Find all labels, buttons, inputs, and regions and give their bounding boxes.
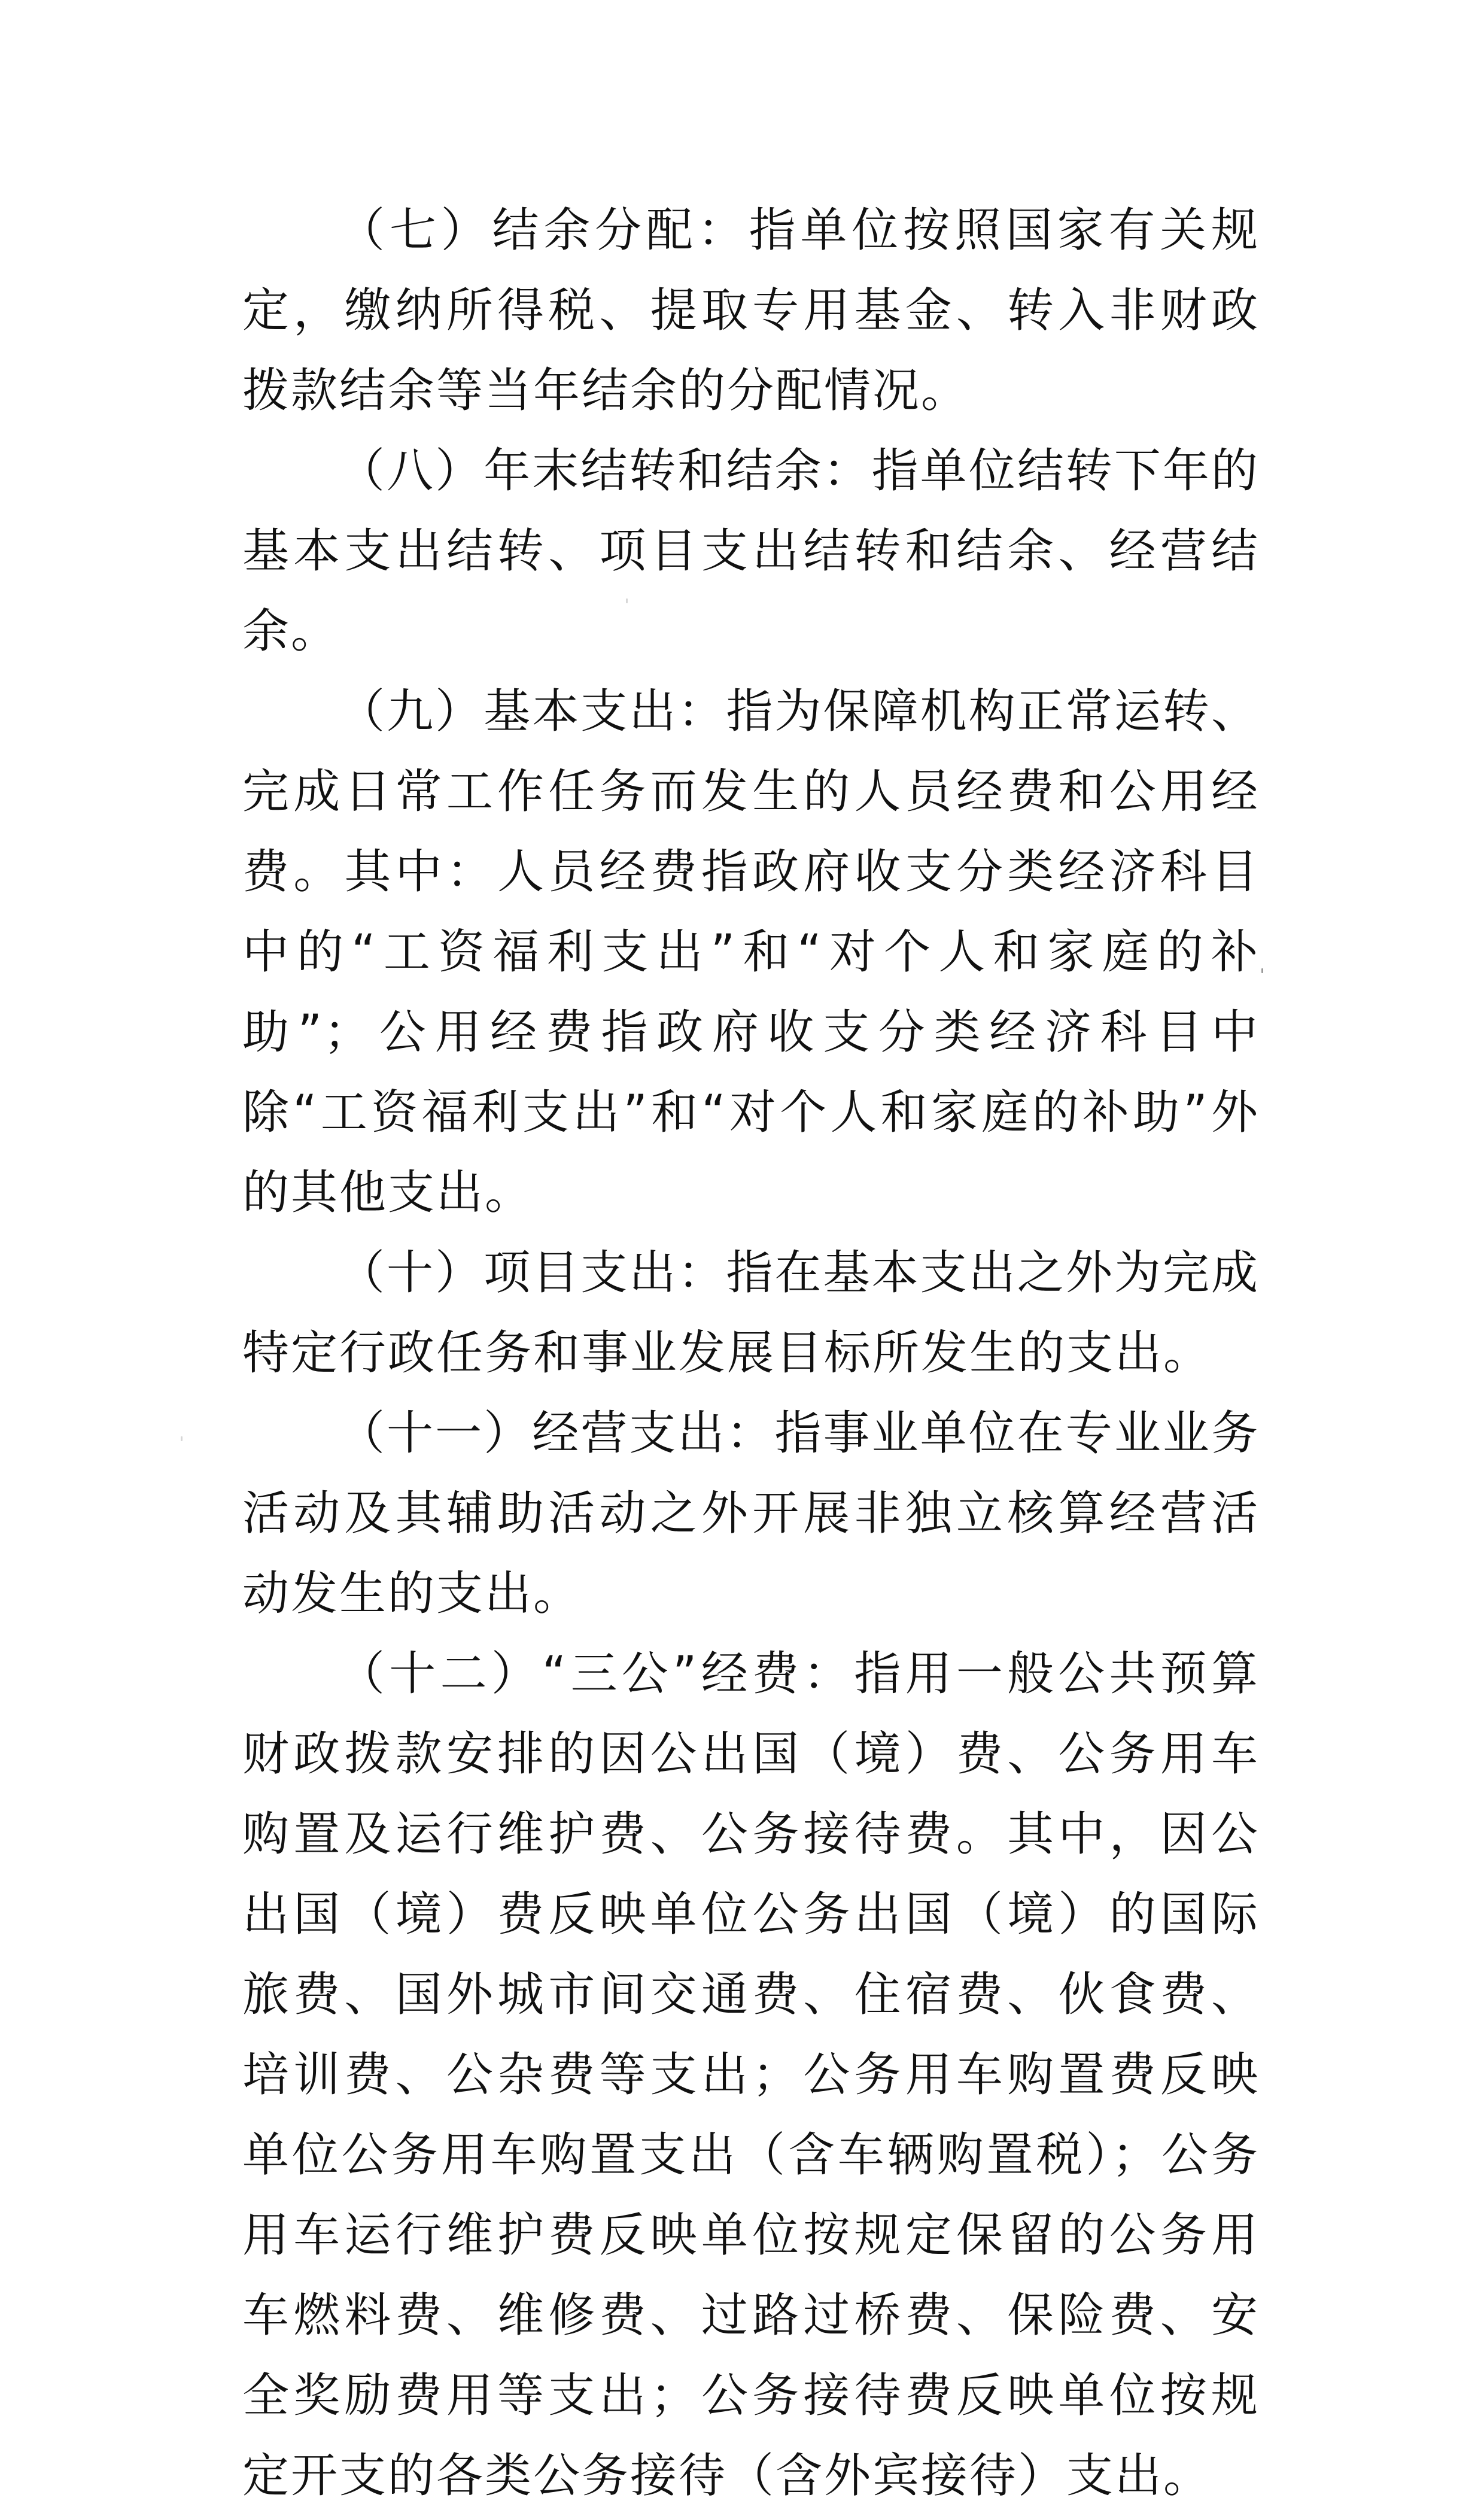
scan-speck [626,598,628,603]
paragraph-qi-surplus-distribution: （七）结余分配：指单位按照国家有关规定，缴纳所得税、提取专用基金、转入非财政拨款结余等当年结余的分配情况。 [242,203,1260,418]
paragraph-jiu-basic-expenditure: （九）基本支出：指为保障机构正常运转、完成日常工作任务而发生的人员经费和公用经费。其中：人员经费指政府收支分类经济科目中的“工资福利支出”和“对个人和家庭的补助”；公用经费指政府收支分类经济科目中除“工资福利支出”和“对个人和家庭的补助”外的其他支出。 [242,685,1260,1220]
paragraph-shier-three-public-expenses: （十二）“三公”经费：指用一般公共预算财政拨款安排的因公出国（境）费、公务用车购置及运行维护费、公务接待费。其中，因公出国（境）费反映单位公务出国（境）的国际旅费、国外城市间交通费、住宿费、伙食费、培训费、公杂费等支出；公务用车购置费反映单位公务用车购置支出（含车辆购置税）；公务用车运行维护费反映单位按规定保留的公务用车燃料费、维修费、过路过桥费、保险费、安全奖励费用等支出；公务接待费反映单位按规定开支的各类公务接待（含外宾接待）支出。 [242,1647,1260,2503]
scan-speck [1261,968,1263,973]
paragraph-ba-year-end-carryover: （八）年末结转和结余：指单位结转下年的基本支出结转、项目支出结转和结余、经营结余。 [242,444,1260,658]
scan-speck [181,1436,183,1441]
document-page [242,190,1260,2516]
paragraph-shiyi-operating-expenditure: （十一）经营支出：指事业单位在专业业务活动及其辅助活动之外开展非独立核算经营活动发生的支出。 [242,1406,1260,1621]
paragraph-shi-project-expenditure: （十）项目支出：指在基本支出之外为完成特定行政任务和事业发展目标所发生的支出。 [242,1246,1260,1380]
